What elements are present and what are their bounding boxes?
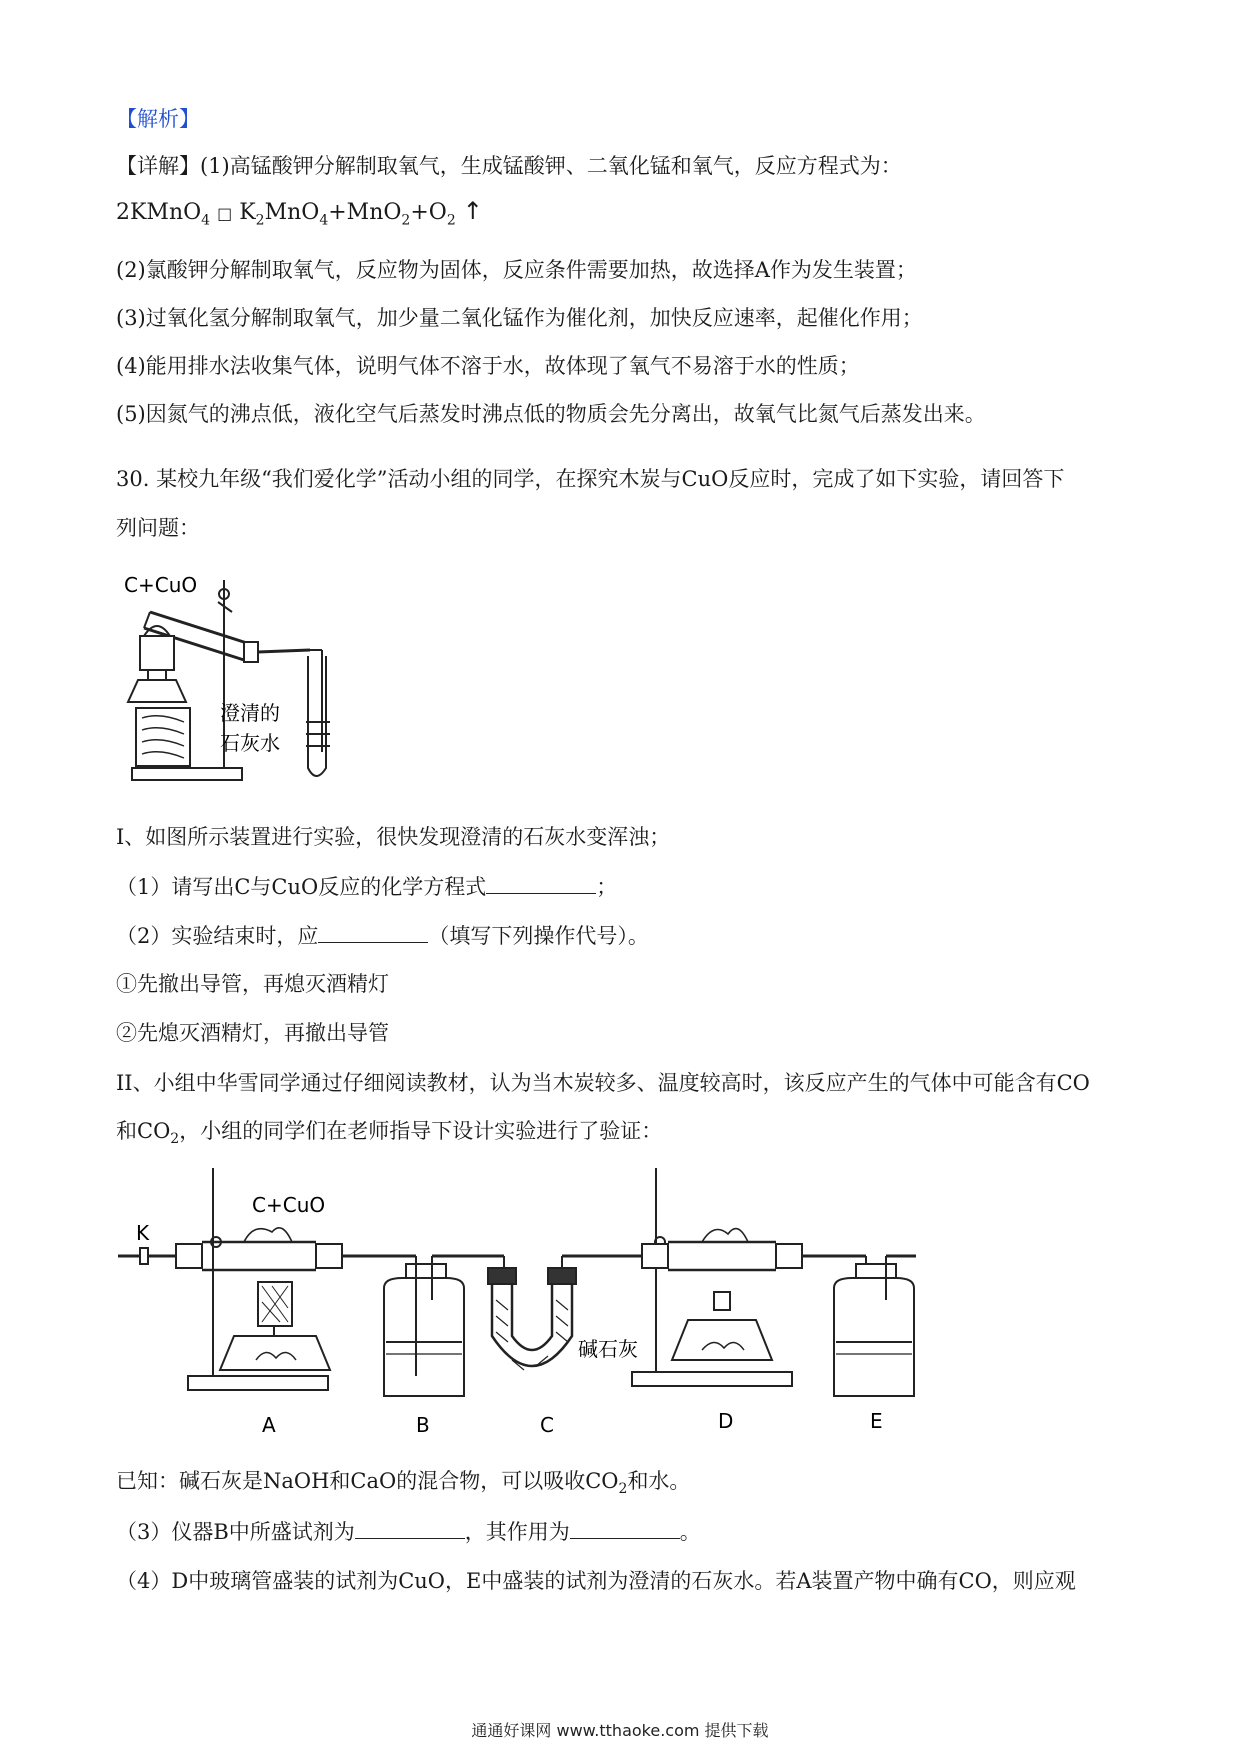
known-info: 已知：碱石灰是NaOH和CaO的混合物，可以吸收$CO_2$和水。 (116, 1469, 691, 1498)
option-1: ①先撤出导管，再熄灭酒精灯 (116, 972, 389, 996)
q30-line-1: 30. 某校九年级“我们爱化学”活动小组的同学，在探究木炭与CuO反应时，完成了如下实验，请回答下 (116, 467, 1065, 491)
fig2-label-c: C (540, 1413, 554, 1437)
sub-question-4: （4）D中玻璃管盛装的试剂为CuO，E中盛装的试剂为澄清的石灰水。若A装置产物中确有CO，则应观 (116, 1569, 1076, 1593)
point-5: (5)因氮气的沸点低，液化空气后蒸发时沸点低的物质会先分离出，故氧气比氮气后蒸发出来。 (116, 402, 986, 426)
equation: 2KMnO$_4$ □ $K_2MnO_4+MnO_2+O_2$ ↑ (116, 197, 483, 229)
option-2: ②先熄灭酒精灯，再撤出导管 (116, 1021, 389, 1045)
figure-1-apparatus (120, 572, 380, 787)
fig1-side-label-1: 澄清的 (220, 701, 280, 725)
part-1: I、如图所示装置进行实验，很快发现澄清的石灰水变浑浊； (116, 825, 671, 849)
part-2-line-2: 和$CO_2$，小组的同学们在老师指导下设计实验进行了验证： (116, 1119, 663, 1148)
fig2-label-b: B (416, 1413, 430, 1437)
point-4: (4)能用排水法收集气体，说明气体不溶于水，故体现了氧气不易溶于水的性质； (116, 354, 860, 378)
q30-line-2: 列问题： (116, 516, 200, 540)
sub-question-2: （2）实验结束时，应 （填写下列操作代号）。 (116, 920, 649, 951)
footer: 通通好课网 www.tthaoke.com 提供下载 (471, 1721, 769, 1740)
fig1-side-label-2: 石灰水 (220, 731, 280, 755)
fig2-label-a: A (262, 1413, 276, 1437)
fig1-top-label: C+CuO (124, 573, 198, 597)
sub-question-1: （1）请写出C与CuO反应的化学方程式 ； (116, 871, 617, 902)
detail-line: 【详解】(1)高锰酸钾分解制取氧气，生成锰酸钾、二氧化锰和氧气，反应方程式为： (116, 154, 902, 178)
part-2-line-1: II、小组中华雪同学通过仔细阅读教材，认为当木炭较多、温度较高时，该反应产生的气体中可能含有CO (116, 1071, 1090, 1095)
fig2-top-label: C+CuO (252, 1193, 326, 1217)
point-2: (2)氯酸钾分解制取氧气，反应物为固体，反应条件需要加热，故选择A作为发生装置； (116, 258, 917, 282)
fig2-k-label: K (136, 1221, 150, 1245)
fig2-label-e: E (870, 1409, 883, 1433)
sub-question-3: （3）仪器B中所盛试剂为 ，其作用为 。 (116, 1516, 701, 1547)
point-3: (3)过氧化氢分解制取氧气，加少量二氧化锰作为催化剂，加快反应速率，起催化作用； (116, 306, 923, 330)
fig2-label-d: D (718, 1409, 734, 1433)
analysis-tag: 【解析】 (116, 107, 200, 131)
fig2-c-label: 碱石灰 (578, 1337, 638, 1361)
figure-2-apparatus (116, 1160, 1036, 1440)
